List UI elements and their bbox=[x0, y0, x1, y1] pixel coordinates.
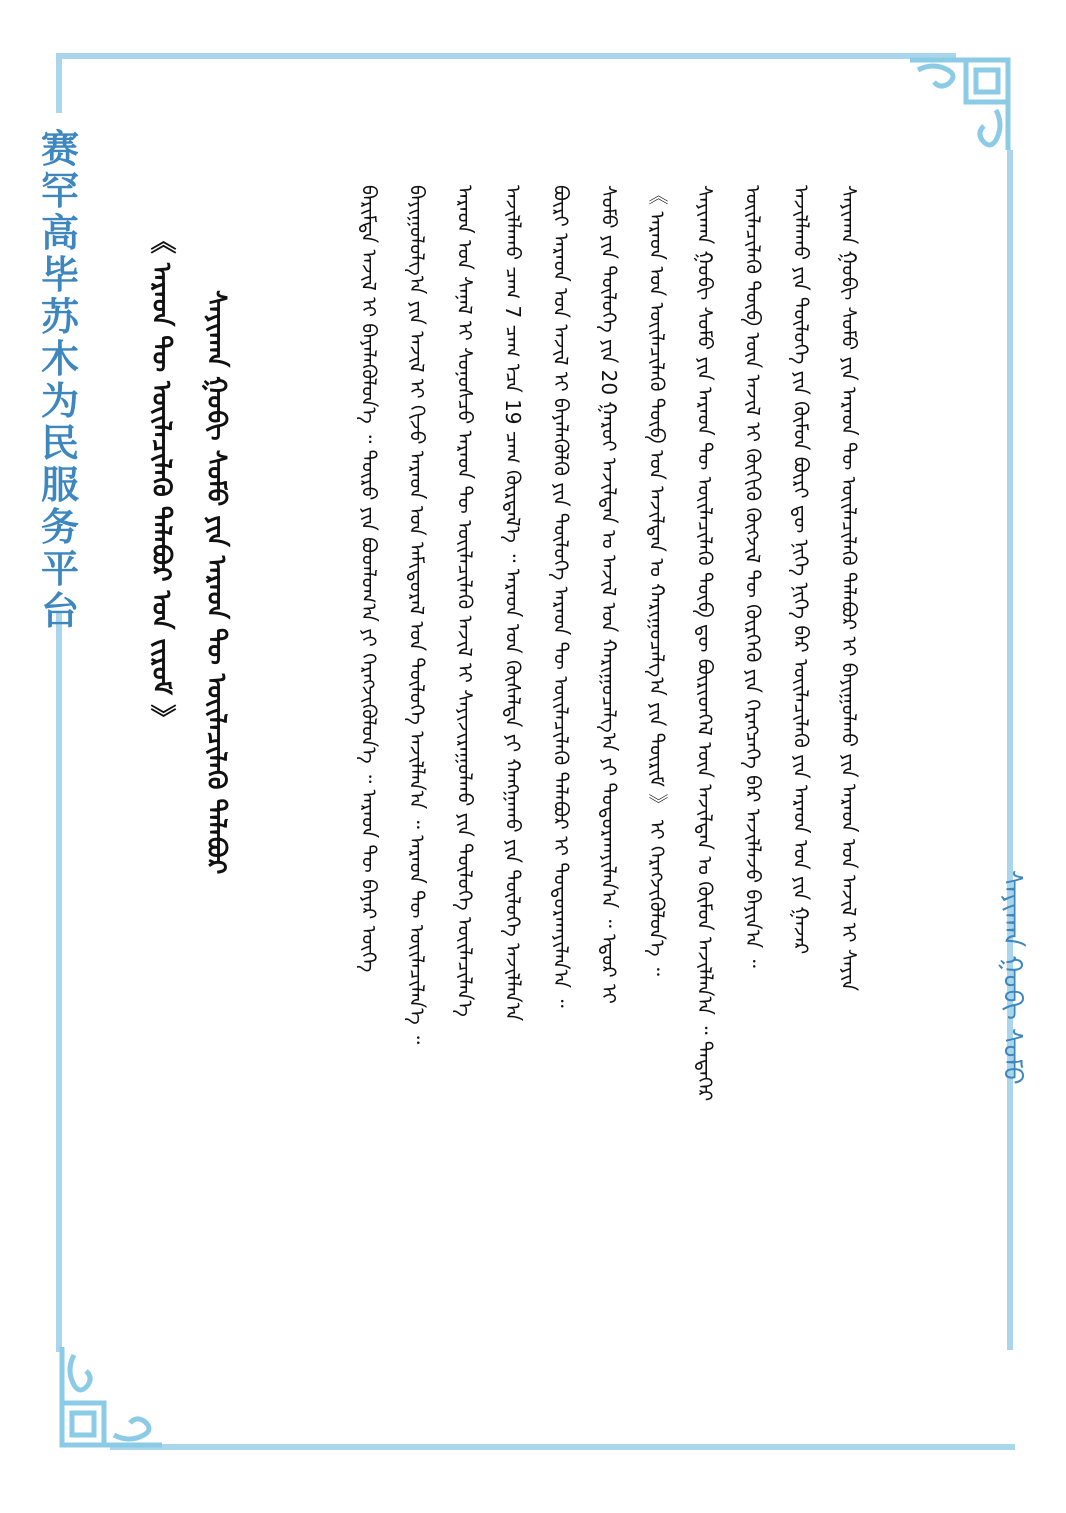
paragraph-column: ᠠᠵᠢᠯᠯᠠᠬᠤ ᠴᠠᠭ 7 ᠴᠠᠭ ᠡᠴᠡ 19 ᠴᠠᠭ ᠬᠦᠷᠲᠡᠯ᠎ᠡ ᠃ ᠠᠷᠠᠳ ᠤᠨ ᠬᠦᠰᠡᠯᠲᠡ ᠶᠢ ᠬᠠᠩᠭᠠᠬᠤ ᠶᠢᠨ ᠲᠥᠯᠥᠭᠡ ᠠᠵᠢᠯᠯᠠᠨ᠎ᠠ bbox=[501, 185, 525, 1022]
paragraph-column: ᠠᠷᠠᠳ ᠤᠨ ᠰᠠᠨᠠᠯ ᠢ ᠰᠣᠨᠣᠰᠴᠤ ᠠᠷᠠᠳ ᠲᠦ ᠦᠢᠯᠡᠴᠢᠯᠡᠬᠦ ᠠᠵᠢᠯ ᠢ ᠰᠠᠶᠢᠵᠢᠷᠠᠭᠤᠯᠬᠤ ᠶᠢᠨ ᠲᠥᠯᠥᠭᠡ ᠦᠢᠯᠡᠴᠢᠯᠡᠨ᠎ᠡ bbox=[453, 185, 477, 1017]
paragraph-column: ᠰᠠᠶᠢᠬᠠᠨ ᠭᠣᠪᠢ ᠰᠤᠮᠤ ᠶᠢᠨ ᠠᠷᠠᠳ ᠲᠦ ᠦᠢᠯᠡᠴᠢᠯᠡᠬᠦ ᠲᠦᠪ ᠳᠦ ᠪᠦᠷᠢᠳᠬᠡᠯ ᠦᠨ ᠠᠵᠢᠯᠲᠠᠨ ᠤ ᠬᠦᠮᠦᠨ ᠠᠵᠢᠯᠯᠠᠨ᠎ᠠ ᠃ ᠲᠡᠳᠡᠭᠡᠷ bbox=[693, 185, 717, 1102]
frame-left-border-upper bbox=[56, 53, 62, 113]
paragraph-column: ᠦᠢᠯᠡᠴᠢᠯᠡᠬᠦ ᠲᠦᠪ ᠦᠨ ᠠᠵᠢᠯ ᠢ ᠬᠥᠬᠢᠬᠦ ᠬᠥᠭᠵᠢᠯ ᠲᠦ ᠬᠦᠷᠭᠡᠬᠦ ᠶᠢᠨ ᠬᠡᠷᠡᠭᠴᠡᠭᠡ ᠪᠠᠷ ᠠᠵᠢᠯᠯᠠᠵᠤ ᠪᠠᠶᠢᠨ᠎ᠠ ᠃ bbox=[741, 185, 765, 968]
paragraph-column: ᠪᠦᠷᠢ ᠠᠷᠠᠳ ᠤᠨ ᠠᠵᠢᠯ ᠢ ᠪᠡᠶᠡᠯᠡᠭᠦᠯᠬᠦ ᠶᠢᠨ ᠲᠥᠯᠥᠭᠡ ᠠᠷᠠᠳ ᠲᠦ ᠦᠢᠯᠡᠴᠢᠯᠡᠬᠦ ᠲᠠᠯᠠᠪᠤᠷ ᠢ ᠲᠣᠳᠣᠷᠬᠠᠶᠢᠯᠠᠨ᠎ᠠ ᠃ bbox=[549, 185, 573, 1008]
paragraph-column: ᠠᠵᠢᠯᠯᠠᠬᠤ ᠶᠢᠨ ᠲᠥᠯᠥᠭᠡ ᠶᠢᠨ ᠬᠦᠮᠦᠨ ᠪᠦᠷᠢ ᠳᠦ ᠨᠢᠭᠡ ᠨᠢᠭᠡ ᠪᠡᠷ ᠦᠢᠯᠡᠴᠢᠯᠡᠬᠦ ᠶᠢᠨ ᠠᠷᠠᠳ ᠤᠨ ᠶᠢᠨ ᠭᠠᠵᠠᠷ bbox=[789, 185, 813, 955]
paragraph-column: ᠪᠠᠶᠢᠭᠤᠯᠤᠯᠭ᠎ᠠ ᠶᠢᠨ ᠠᠵᠢᠯ ᠢ ᠬᠢᠵᠦ ᠠᠷᠠᠳ ᠤᠨ ᠠᠮᠢᠳᠤᠷᠠᠯ ᠤᠨ ᠲᠥᠯᠥᠭᠡ ᠠᠵᠢᠯᠯᠠᠨ᠎ᠠ ᠃ ᠠᠷᠠᠳ ᠲᠦ ᠦᠢᠯᠡᠴᠢᠯᠡᠨ᠎ᠡ ᠃ bbox=[405, 185, 429, 1045]
corner-ornament-bottom-left bbox=[54, 1345, 164, 1455]
paragraph-column: ᠰᠠᠶᠢᠬᠠᠨ ᠭᠣᠪᠢ ᠰᠤᠮᠤ ᠶᠢᠨ ᠠᠷᠠᠳ ᠲᠦ ᠦᠢᠯᠡᠴᠢᠯᠡᠬᠦ ᠲᠠᠯᠠᠪᠤᠷ ᠢ ᠪᠠᠶᠢᠭᠤᠯᠬᠤ ᠶᠢᠨ ᠠᠷᠠᠳ ᠤᠨ ᠠᠵᠢᠯ ᠢ ᠰᠠᠶᠢᠨ bbox=[837, 185, 861, 992]
right-caption: ᠰᠠᠶᠢᠬᠠᠨ ᠭᠣᠪᠢ ᠰᠤᠮᠤ bbox=[997, 870, 1027, 1085]
paragraph-column: ᠰᠤᠮᠤ ᠶᠢᠨ ᠲᠥᠯᠥᠭᠡ ᠶᠢᠨ 20 ᠭᠠᠷᠤᠢ ᠠᠵᠢᠯᠲᠠᠨ ᠤ ᠠᠵᠢᠯ ᠤᠨ ᠬᠠᠷᠢᠭᠤᠴᠠᠯᠭ᠎ᠠ ᠶᠢ ᠲᠣᠳᠣᠷᠬᠠᠶᠢᠯᠠᠨ᠎ᠠ ᠃ ᠡᠳᠦᠷ ᠢ bbox=[597, 185, 621, 1004]
frame-bottom-border bbox=[110, 1444, 1015, 1450]
corner-ornament-top-right bbox=[908, 50, 1018, 160]
paragraph-column: ᠪᠠᠷᠢᠮᠲᠠ ᠠᠵᠢᠯ ᠢ ᠪᠡᠶᠡᠯᠡᠭᠦᠯᠦᠨ᠎ᠡ ᠃ ᠲᠥᠷᠥ ᠶᠢᠨ ᠪᠣᠳᠯᠣᠭ᠎ᠠ ᠶᠢ ᠬᠡᠷᠡᠭᠵᠢᠭᠦᠯᠦᠨ᠎ᠡ ᠃ ᠠᠷᠠᠳ ᠲᠦ ᠪᠠᠶᠠᠷ ᠦᠭᠡ bbox=[357, 185, 381, 973]
heading-line-1: ᠰᠠᠶᠢᠬᠠᠨ ᠭᠣᠪᠢ ᠰᠤᠮᠤ ᠶᠢᠨ ᠠᠷᠠᠳ ᠲᠦ ᠦᠢᠯᠡᠴᠢᠯᠡᠬᠦ ᠲᠠᠯᠠᠪᠤᠷ bbox=[201, 290, 231, 875]
paragraph-column: 《 ᠠᠷᠠᠳ ᠤᠨ ᠦᠢᠯᠡᠴᠢᠯᠡᠬᠦ ᠲᠦᠪ ᠤᠨ ᠠᠵᠢᠯᠲᠠᠨ ᠤ ᠬᠠᠷᠢᠭᠤᠴᠠᠯᠭ᠎ᠠ ᠶᠢᠨ ᠳᠦᠷᠢᠮ 》 ᠢ ᠬᠡᠷᠡᠭᠵᠢᠭᠦᠯᠦᠨ᠎ᠡ ᠃ bbox=[645, 185, 669, 976]
frame-left-border-lower bbox=[56, 612, 62, 1352]
side-title: 赛罕高毕苏木为民服务平台 bbox=[40, 127, 79, 633]
frame-top-border bbox=[56, 53, 956, 59]
heading-line-2: 《 ᠠᠷᠠᠳ ᠲᠦ ᠦᠢᠯᠡᠴᠢᠯᠡᠬᠦ ᠲᠠᠯᠠᠪᠤᠷ ᠤᠨ ᠵᠢᠷᠤᠮ 》 bbox=[146, 228, 176, 730]
